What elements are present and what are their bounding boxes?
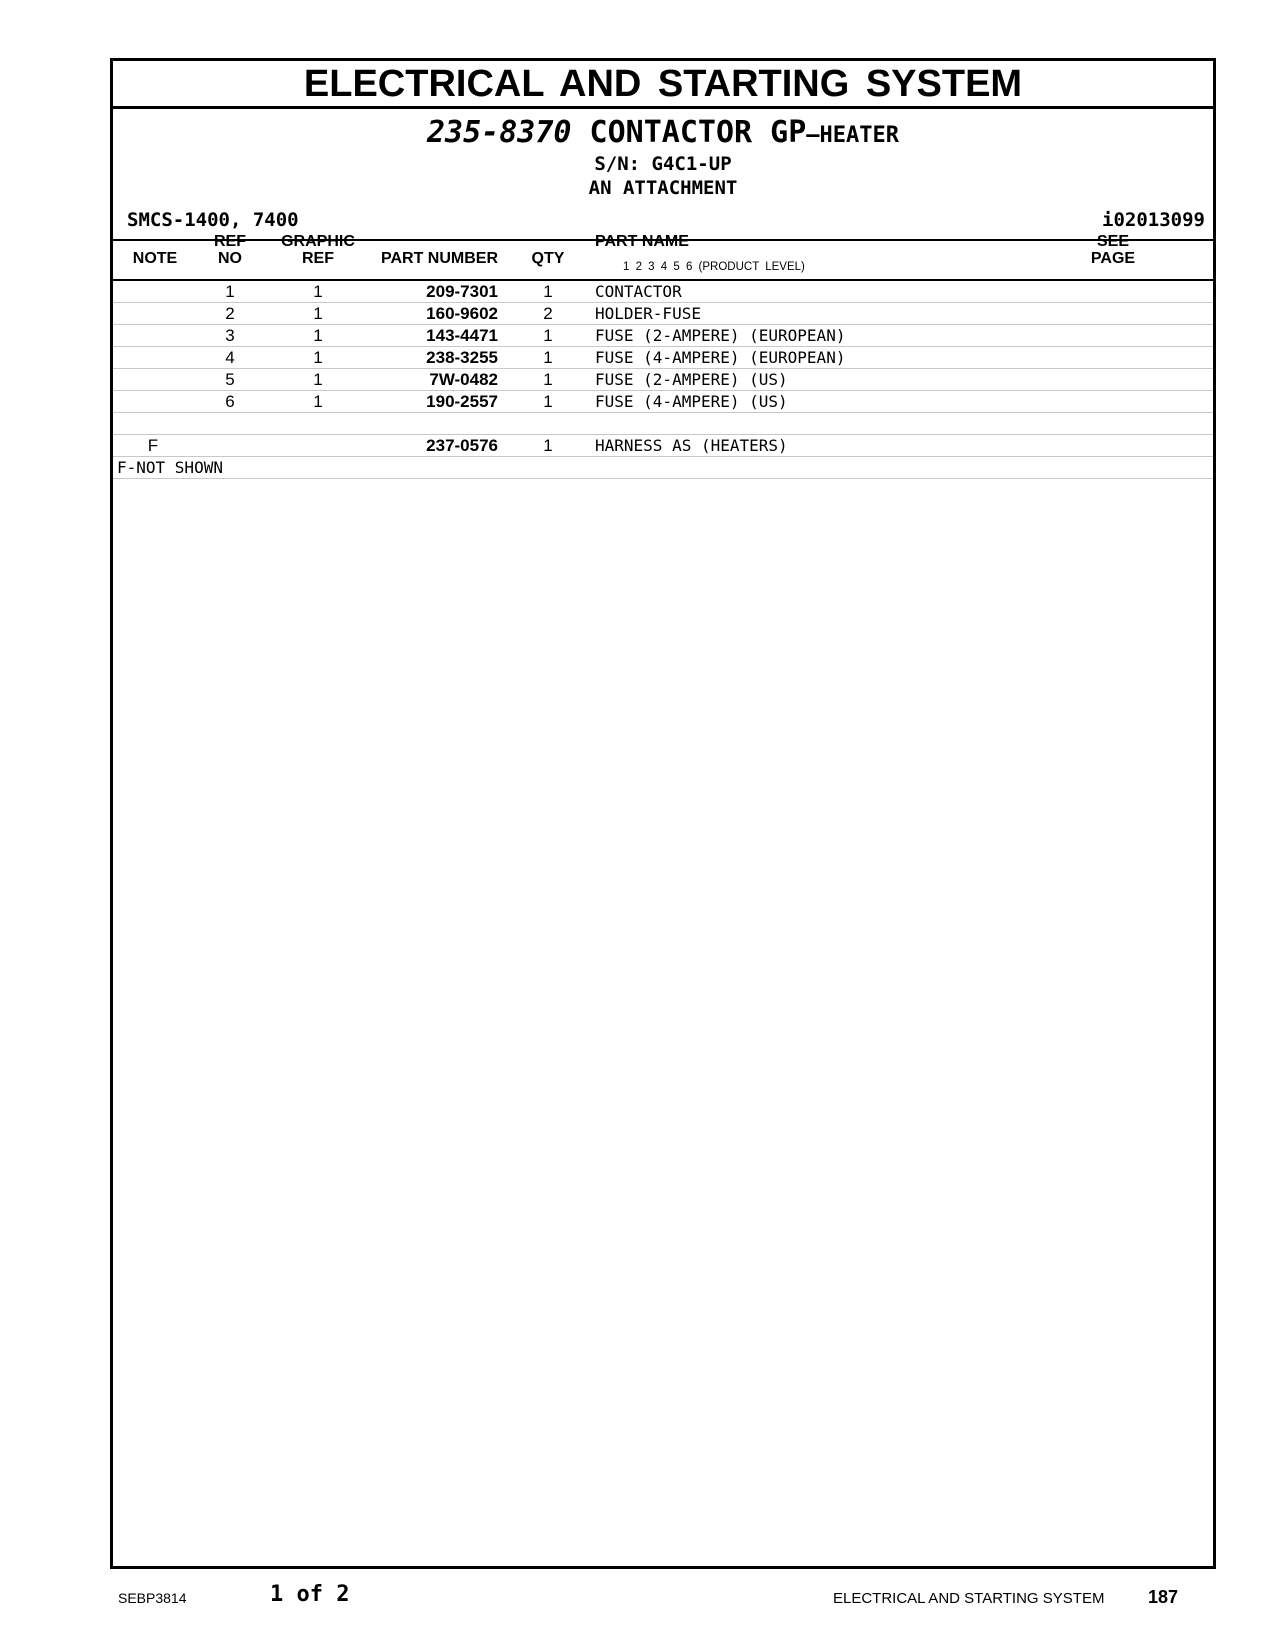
serial-number: S/N: G4C1-UP <box>594 153 732 175</box>
col-header-note <box>115 250 195 267</box>
group-suffix: –HEATER <box>806 123 900 148</box>
footer-section-name: ELECTRICAL AND STARTING SYSTEM <box>833 1590 1105 1607</box>
attachment-label: AN ATTACHMENT <box>588 177 738 199</box>
part-name-cell: FUSE (4-AMPERE) (EUROPEAN) <box>595 348 846 367</box>
graphic-cell: 1 <box>313 326 323 345</box>
part-name-cell: HOLDER-FUSE <box>595 304 701 323</box>
table-row <box>113 413 1213 435</box>
smcs-code: SMCS-1400, 7400 <box>127 209 299 231</box>
qty-cell: 2 <box>543 304 553 323</box>
part-number-cell: 143-4471 <box>426 326 498 345</box>
part-number-cell: 237-0576 <box>426 436 498 455</box>
table-row <box>113 281 1213 303</box>
col-header-part-number: PART NUMBER <box>380 250 498 267</box>
page-of-indicator: 1 of 2 <box>270 1582 350 1607</box>
note-cell: F <box>147 436 159 455</box>
part-number-cell: 7W-0482 <box>429 370 498 389</box>
col-header-graphic-ref <box>273 233 363 267</box>
page-number: 187 <box>1148 1587 1179 1607</box>
graphic-cell: 1 <box>313 304 323 323</box>
part-number-cell: 238-3255 <box>426 348 498 367</box>
group-number: 235-8370 <box>426 115 572 150</box>
qty-cell: 1 <box>543 436 553 455</box>
ref-cell: 5 <box>225 370 235 389</box>
table-row <box>113 303 1213 325</box>
part-name-cell: HARNESS AS (HEATERS) <box>595 436 788 455</box>
group-title <box>113 115 1213 154</box>
col-header-qty: QTY <box>531 250 565 267</box>
col-header-see-page <box>1083 233 1143 267</box>
graphic-cell: 1 <box>313 392 323 411</box>
col-header-part-name: PART NAME <box>595 233 689 250</box>
col-header-ref-bottom: NO <box>218 250 242 267</box>
part-name-cell: FUSE (2-AMPERE) (EUROPEAN) <box>595 326 846 345</box>
table-row <box>113 435 1213 457</box>
doc-number: SEBP3814 <box>118 1590 187 1606</box>
group-name: CONTACTOR GP <box>589 115 807 150</box>
table-row <box>113 391 1213 413</box>
table-row <box>113 325 1213 347</box>
qty-cell: 1 <box>543 326 553 345</box>
product-level-header: 1 2 3 4 5 6 (PRODUCT LEVEL) <box>623 261 805 273</box>
col-header-ref-top: REF <box>214 233 246 250</box>
qty-cell: 1 <box>543 348 553 367</box>
part-name-cell: CONTACTOR <box>595 282 682 301</box>
graphic-cell: 1 <box>313 282 323 301</box>
section-title: ELECTRICAL AND STARTING SYSTEM <box>113 61 1213 109</box>
ref-cell: 1 <box>225 282 235 301</box>
footnote: F-NOT SHOWN <box>117 458 223 477</box>
col-header-see-top: SEE <box>1096 233 1129 250</box>
col-header-note-label: NOTE <box>132 250 178 267</box>
ref-cell: 4 <box>225 348 235 367</box>
qty-cell: 1 <box>543 370 553 389</box>
qty-cell: 1 <box>543 392 553 411</box>
graphic-cell: 1 <box>313 370 323 389</box>
ref-cell: 6 <box>225 392 235 411</box>
graphic-cell: 1 <box>313 348 323 367</box>
col-header-graphic-top: GRAPHIC <box>281 233 355 250</box>
part-name-cell: FUSE (4-AMPERE) (US) <box>595 392 788 411</box>
part-number-cell: 160-9602 <box>426 304 498 323</box>
col-header-graphic-bottom: REF <box>302 250 334 267</box>
ref-cell: 3 <box>225 326 235 345</box>
illustration-id: i02013099 <box>1102 209 1205 231</box>
col-header-see-bottom: PAGE <box>1090 250 1136 267</box>
qty-cell: 1 <box>543 282 553 301</box>
part-name-cell: FUSE (2-AMPERE) (US) <box>595 370 788 389</box>
col-header-ref-no <box>205 233 255 267</box>
part-number-cell: 209-7301 <box>426 282 498 301</box>
parts-page-frame <box>110 58 1216 1569</box>
table-row <box>113 369 1213 391</box>
parts-table <box>113 281 1213 479</box>
ref-cell: 2 <box>225 304 235 323</box>
footnote-row <box>113 457 1213 479</box>
table-row <box>113 347 1213 369</box>
part-number-cell: 190-2557 <box>426 392 498 411</box>
